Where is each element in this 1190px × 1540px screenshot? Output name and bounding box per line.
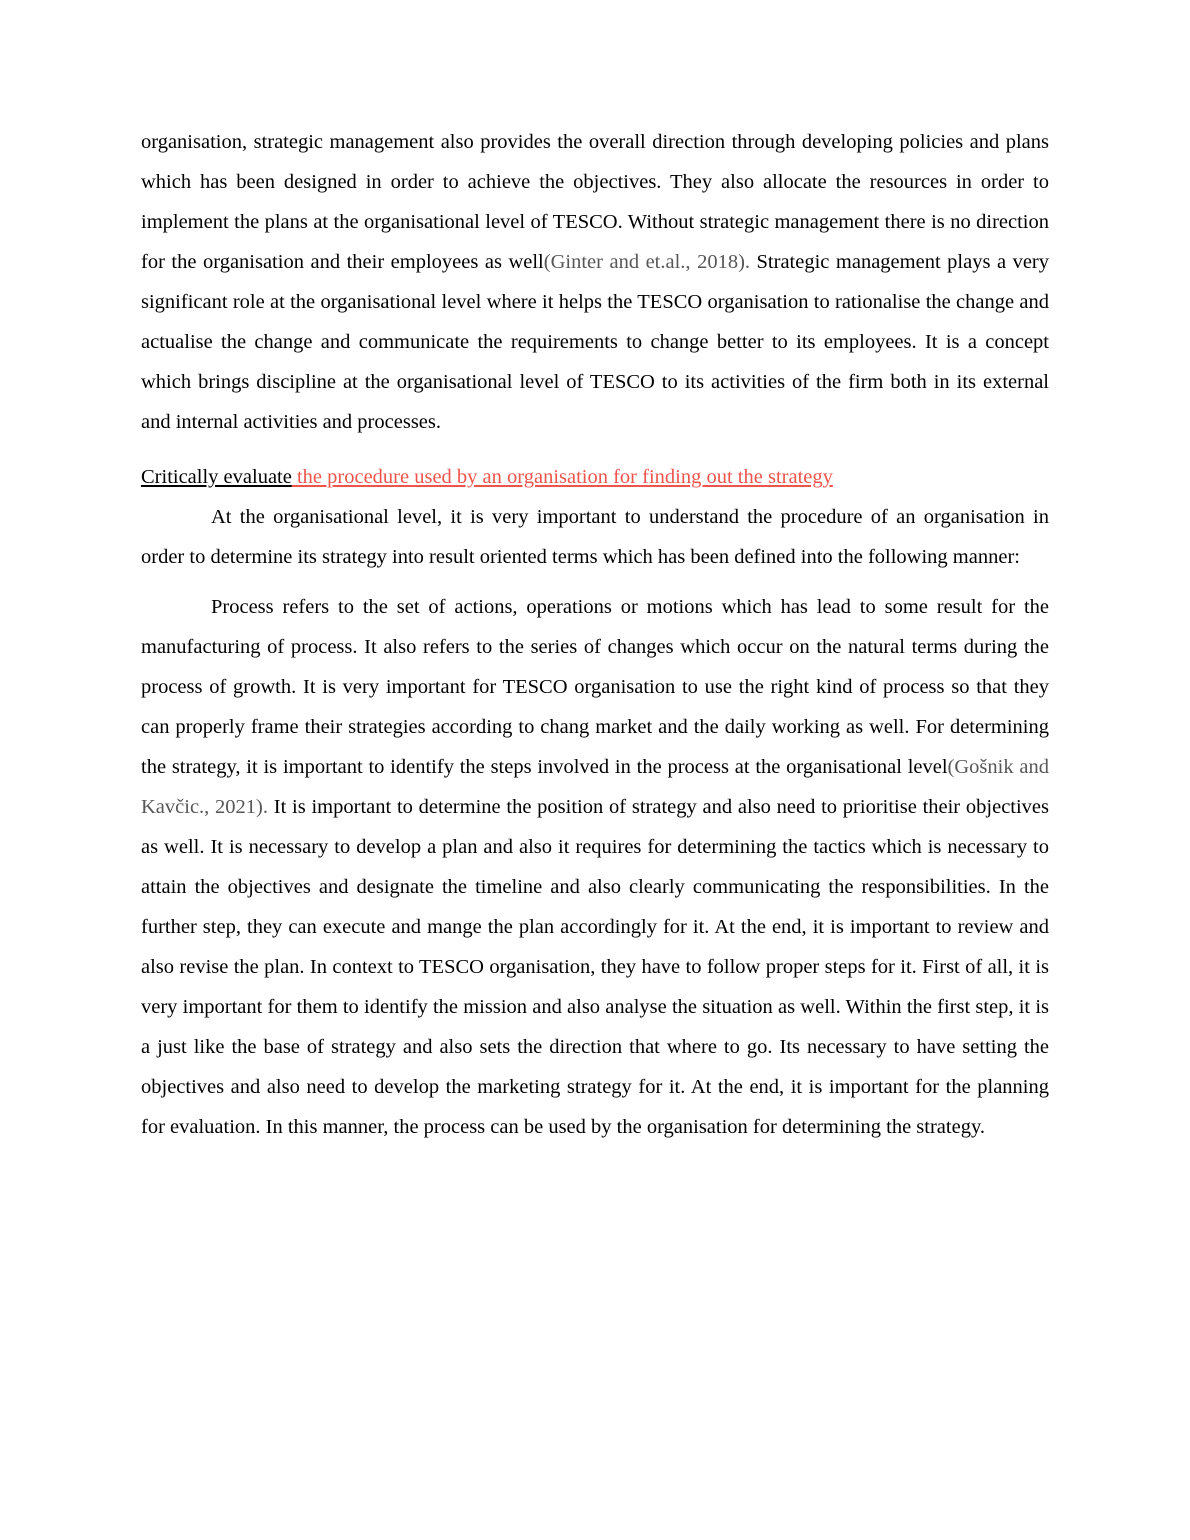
citation-gosnik-2021: (Gošnik and Kavčic., 2021). (141, 756, 1049, 818)
paragraph-process-definition (141, 587, 1049, 1147)
heading-black-text: Critically evaluate (141, 466, 292, 488)
paragraph-organisational-level (141, 497, 1049, 577)
citation-ginter-2018: (Ginter and et.al., 2018). (543, 251, 751, 273)
paragraph-1-text-after-citation: Strategic management plays a very significant role at the organisational level where it helps the TESCO organisation to rationalise the change and actualise the change and communicate the requirements to change better to its employees. It is a concept which brings discipline at the organisational level of TESCO to its activities of the firm both in its external and internal activities and processes. (141, 251, 1049, 433)
paragraph-2-text: At the organisational level, it is very important to understand the procedure of an organisation in order to determine its strategy into result oriented terms which has been defined into the following manner: (141, 506, 1049, 568)
paragraph-3-text-before-citation: Process refers to the set of actions, operations or motions which has lead to some result for the manufacturing of process. It also refers to the series of changes which occur on the natural terms during the process of growth. It is very important for TESCO organisation to use the right kind of process so that they can properly frame their strategies according to chang market and the daily working as well. For determining the strategy, it is important to identify the steps involved in the process at the organisational level (141, 596, 1049, 778)
paragraph-strategic-management (141, 122, 1049, 442)
paragraph-1-text-before-citation: organisation, strategic management also provides the overall direction through developing policies and plans which has been designed in order to achieve the objectives. They also allocate the resources in order to implement the plans at the organisational level of TESCO. Without strategic management there is no direction for the organisation and their employees as well (141, 131, 1049, 273)
paragraph-3-text-after-citation: It is important to determine the position of strategy and also need to prioritise their objectives as well. It is necessary to develop a plan and also it requires for determining the tactics which is necessary to attain the objectives and designate the timeline and also clearly communicating the responsibilities. In the further step, they can execute and mange the plan accordingly for it. At the end, it is important to review and also revise the plan. In context to TESCO organisation, they have to follow proper steps for it. First of all, it is very important for them to identify the mission and also analyse the situation as well. Within the first step, it is a just like the base of strategy and also sets the direction that where to go. Its necessary to have setting the objectives and also need to develop the marketing strategy for it. At the end, it is important for the planning for evaluation. In this manner, the process can be used by the organisation for determining the strategy. (141, 796, 1050, 1138)
heading-red-text: the procedure used by an organisation for finding out the strategy (291, 466, 833, 488)
section-heading (141, 457, 1049, 497)
